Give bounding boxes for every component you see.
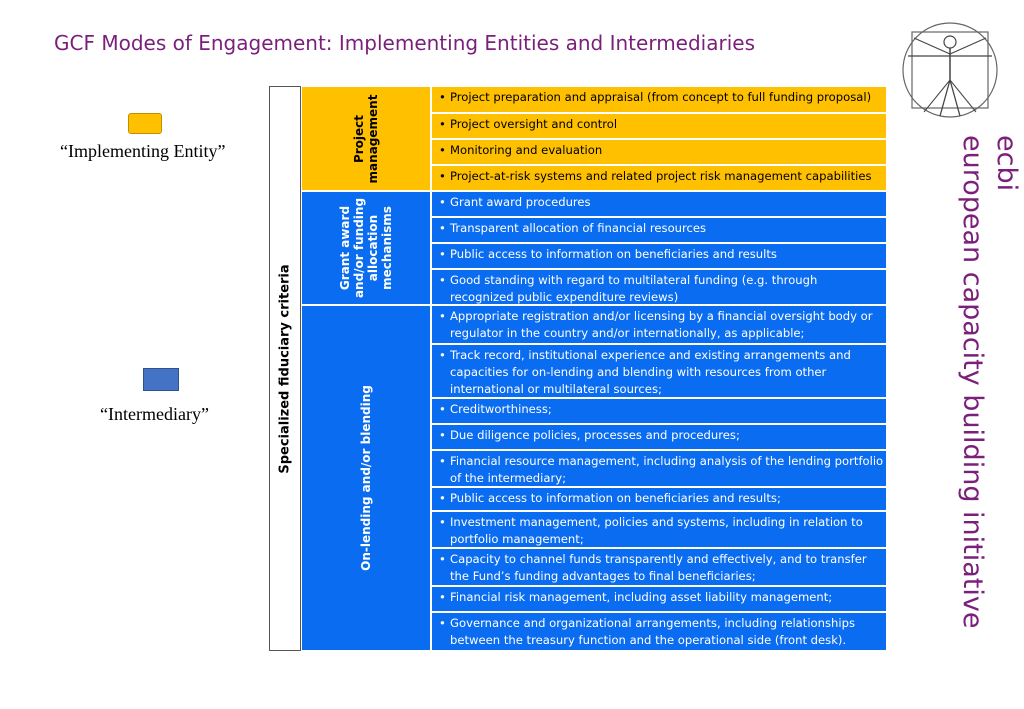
brand-line-ecbi: ecbi (991, 135, 1022, 192)
criteria-row: • Project-at-risk systems and related project risk management capabilities (431, 165, 887, 191)
criteria-text: Appropriate registration and/or licensing by a financial oversight body or regulator in the country and/or internationally, as applicable; (450, 309, 873, 340)
group-label-line: Grant award (338, 205, 352, 291)
criteria-text: Project preparation and appraisal (from concept to full funding proposal) (450, 90, 872, 104)
page-title: GCF Modes of Engagement: Implementing Entities and Intermediaries (54, 31, 755, 55)
criteria-text: Project oversight and control (450, 117, 618, 131)
criteria-row: • Monitoring and evaluation (431, 139, 887, 165)
criteria-row: • Track record, institutional experience and existing arrangements and capacities for on-lending and blending with resources from other international or multilateral sources; (431, 344, 887, 398)
group-label-line: Project (352, 114, 366, 163)
criteria-text: Transparent allocation of financial resources (450, 221, 707, 235)
group-label (359, 385, 373, 571)
criteria-text: Financial resource management, including analysis of the lending portfolio of the intermediary; (450, 454, 884, 485)
criteria-row: • Creditworthiness; (431, 398, 887, 424)
group-label-line: allocation (366, 214, 380, 282)
criteria-row: • Financial resource management, including analysis of the lending portfolio of the intermediary; (431, 450, 887, 487)
criteria-text: Governance and organizational arrangements, including relationships between the treasury function and the operational side (front desk). (450, 616, 856, 647)
criteria-text: Creditworthiness; (450, 402, 552, 416)
criteria-text: Monitoring and evaluation (450, 143, 603, 157)
criteria-row: • Good standing with regard to multilateral funding (e.g. through recognized public expenditure reviews) (431, 269, 887, 305)
criteria-text: Public access to information on beneficiaries and results; (450, 491, 781, 505)
group-project-management (301, 86, 431, 191)
criteria-row: • Project oversight and control (431, 113, 887, 139)
criteria-row: • Transparent allocation of financial resources (431, 217, 887, 243)
criteria-text: Financial risk management, including asset liability management; (450, 590, 833, 604)
criteria-row: • Appropriate registration and/or licensing by a financial oversight body or regulator in the country and/or internationally, as applicable; (431, 305, 887, 344)
fiduciary-criteria-label-cell (269, 86, 301, 651)
criteria-text: Track record, institutional experience and existing arrangements and capacities for on-lending and blending with resources from other international or multilateral sources; (450, 348, 851, 396)
criteria-row: • Governance and organizational arrangements, including relationships between the treasury function and the operational side (front desk). (431, 612, 887, 651)
brand-text (955, 135, 1023, 628)
criteria-text: Good standing with regard to multilateral funding (e.g. through recognized public expenditure reviews) (450, 273, 818, 304)
group-label-line: management (366, 94, 380, 183)
implementing-entity-swatch (128, 113, 162, 134)
group-on-lending (301, 305, 431, 651)
criteria-text: Public access to information on beneficiaries and results (450, 247, 777, 261)
criteria-row: • Due diligence policies, processes and procedures; (431, 424, 887, 450)
group-grant-award (301, 191, 431, 305)
criteria-row: • Grant award procedures (431, 191, 887, 217)
group-label-line: and/or funding (352, 197, 366, 299)
criteria-row: • Project preparation and appraisal (from concept to full funding proposal) (431, 86, 887, 113)
group-label (352, 94, 380, 183)
criteria-text: Capacity to channel funds transparently and effectively, and to transfer the Fund’s funding advantages to final beneficiaries; (450, 552, 867, 583)
group-label (338, 198, 394, 298)
criteria-row: • Public access to information on beneficiaries and results; (431, 487, 887, 511)
criteria-row: • Investment management, policies and systems, including in relation to portfolio management; (431, 511, 887, 548)
criteria-row: • Capacity to channel funds transparently and effectively, and to transfer the Fund’s funding advantages to final beneficiaries; (431, 548, 887, 586)
intermediary-label: “Intermediary” (100, 404, 209, 424)
criteria-text: Due diligence policies, processes and procedures; (450, 428, 740, 442)
criteria-row: • Financial risk management, including asset liability management; (431, 586, 887, 612)
implementing-entity-label: “Implementing Entity” (60, 141, 226, 161)
brand-line-full: european capacity building initiative (957, 135, 988, 629)
vitruvian-man-icon (900, 20, 1000, 120)
group-label-line: mechanisms (380, 206, 394, 290)
criteria-text: Project-at-risk systems and related project risk management capabilities (450, 169, 872, 183)
criteria-row: • Public access to information on beneficiaries and results (431, 243, 887, 269)
group-label-line: On-lending and/or blending (359, 385, 373, 571)
fiduciary-criteria-label: Specialized fiduciary criteria (277, 263, 293, 474)
intermediary-swatch (143, 368, 179, 391)
criteria-text: Investment management, policies and systems, including in relation to portfolio management; (450, 515, 863, 546)
criteria-text: Grant award procedures (450, 195, 591, 209)
